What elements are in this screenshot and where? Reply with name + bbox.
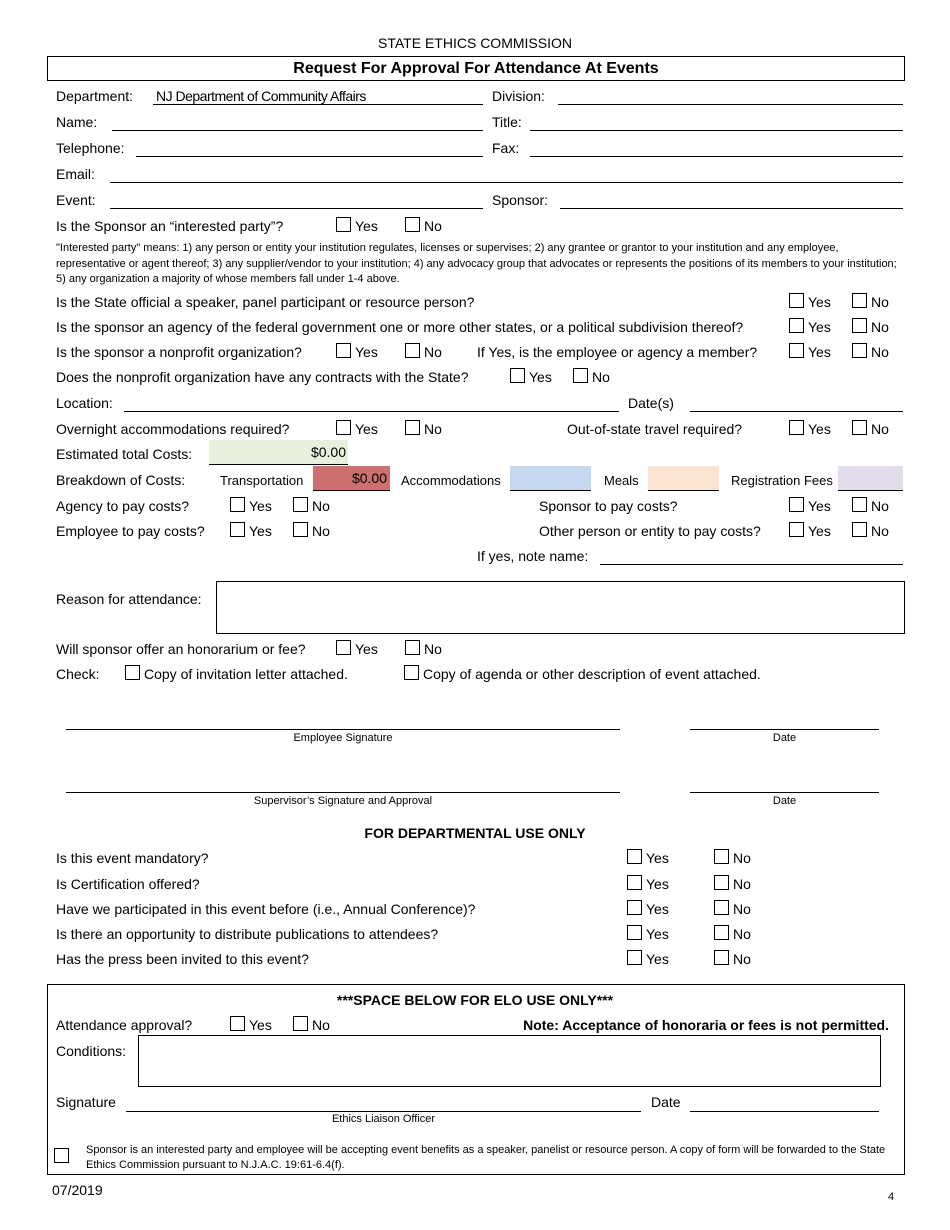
out-of-state-yes-checkbox[interactable] xyxy=(789,420,804,435)
dept-q3-yes-checkbox[interactable] xyxy=(627,900,642,915)
interested-party-confirm-checkbox[interactable] xyxy=(54,1148,69,1163)
revision-date: 07/2019 xyxy=(52,1182,103,1198)
contracts-yes-label: Yes xyxy=(529,369,552,385)
dept-q2-no-checkbox[interactable] xyxy=(714,875,729,890)
fax-label: Fax: xyxy=(492,140,520,156)
dates-label: Date(s) xyxy=(628,395,674,411)
agency-pay-no-label: No xyxy=(312,498,330,514)
breakdown-label: Breakdown of Costs: xyxy=(56,472,186,488)
employee-pay-yes-checkbox[interactable] xyxy=(230,522,245,537)
meals-field[interactable] xyxy=(648,466,719,491)
email-label: Email: xyxy=(56,166,95,182)
contracts-no-checkbox[interactable] xyxy=(573,368,588,383)
department-line xyxy=(153,104,483,105)
employee-signature-caption: Employee Signature xyxy=(293,732,393,744)
telephone-label: Telephone: xyxy=(56,140,125,156)
location-input[interactable] xyxy=(124,411,619,412)
elo-signature-line[interactable] xyxy=(126,1111,641,1112)
out-of-state-question: Out-of-state travel required? xyxy=(567,421,743,437)
contracts-yes-checkbox[interactable] xyxy=(510,368,525,383)
federal-agency-question: Is the sponsor an agency of the federal government one or more other states, or a political subdivision thereof? xyxy=(56,319,744,335)
honoraria-note: Note: Acceptance of honoraria or fees is not permitted. xyxy=(523,1017,889,1033)
out-of-state-no-label: No xyxy=(871,421,889,437)
speaker-yes-checkbox[interactable] xyxy=(789,293,804,308)
dept-q3-yes-label: Yes xyxy=(646,901,669,917)
member-no-checkbox[interactable] xyxy=(852,343,867,358)
transportation-field[interactable] xyxy=(313,466,390,491)
sponsor-label: Sponsor: xyxy=(492,192,549,208)
contracts-question: Does the nonprofit organization have any contracts with the State? xyxy=(56,369,469,385)
dept-q1: Is this event mandatory? xyxy=(56,850,209,866)
member-yes-label: Yes xyxy=(808,344,831,360)
event-label: Event: xyxy=(56,192,96,208)
dept-q1-no-label: No xyxy=(733,850,751,866)
dept-q4-yes-label: Yes xyxy=(646,926,669,942)
page-number: 4 xyxy=(888,1191,895,1203)
transportation-label: Transportation xyxy=(220,473,304,488)
form-title: Request For Approval For Attendance At Events xyxy=(293,60,659,77)
sponsor-pay-yes-checkbox[interactable] xyxy=(789,497,804,512)
division-input[interactable] xyxy=(558,104,903,105)
title-input[interactable] xyxy=(530,130,903,131)
nonprofit-yes-label: Yes xyxy=(355,344,378,360)
attendance-approval-label: Attendance approval? xyxy=(56,1017,193,1033)
employee-pay-yes-label: Yes xyxy=(249,523,272,539)
interested-party-question: Is the Sponsor an “interested party”? xyxy=(56,218,284,234)
employee-date-caption: Date xyxy=(772,732,797,744)
division-label: Division: xyxy=(492,88,545,104)
other-pay-no-checkbox[interactable] xyxy=(852,522,867,537)
agency-pay-yes-label: Yes xyxy=(249,498,272,514)
interested-party-definition: "Interested party" means: 1) any person or entity your institution regulates, licenses or supervises; 2) any grantee or grantor to your institution and any employee, representative or agent thereof; 3) any supplier/vendor to your institution; 4) any advocacy group that advocates or represents the positions of its members to your institution; 5) any organization a majority of whose members fall under 1-4 above. xyxy=(56,242,897,285)
interested-party-yes-label: Yes xyxy=(355,218,378,234)
overnight-no-label: No xyxy=(424,421,442,437)
agency-name: STATE ETHICS COMMISSION xyxy=(378,35,572,51)
agenda-checkbox[interactable] xyxy=(404,665,419,680)
other-pay-no-label: No xyxy=(871,523,889,539)
agency-pay-no-checkbox[interactable] xyxy=(293,497,308,512)
sponsor-pay-question: Sponsor to pay costs? xyxy=(539,498,678,514)
event-input[interactable] xyxy=(110,208,483,209)
accommodations-label: Accommodations xyxy=(401,473,501,488)
department-value[interactable]: NJ Department of Community Affairs xyxy=(156,88,366,104)
out-of-state-no-checkbox[interactable] xyxy=(852,420,867,435)
registration-field[interactable] xyxy=(838,466,903,491)
contracts-no-label: No xyxy=(592,369,610,385)
conditions-textarea[interactable] xyxy=(138,1035,881,1087)
elo-heading: ***SPACE BELOW FOR ELO USE ONLY*** xyxy=(336,992,614,1008)
attendance-yes-label: Yes xyxy=(249,1017,272,1033)
federal-yes-checkbox[interactable] xyxy=(789,318,804,333)
dept-q4: Is there an opportunity to distribute publications to attendees? xyxy=(56,926,439,942)
est-total-label: Estimated total Costs: xyxy=(56,446,193,462)
agenda-label: Copy of agenda or other description of event attached. xyxy=(423,666,761,682)
reason-textarea[interactable] xyxy=(216,581,905,634)
speaker-no-label: No xyxy=(871,294,889,310)
dept-q4-no-label: No xyxy=(733,926,751,942)
title-label: Title: xyxy=(492,114,522,130)
member-question: If Yes, is the employee or agency a member? xyxy=(477,344,758,360)
accommodations-field[interactable] xyxy=(510,466,591,491)
name-input[interactable] xyxy=(112,130,483,131)
federal-no-label: No xyxy=(871,319,889,335)
nonprofit-question: Is the sponsor a nonprofit organization? xyxy=(56,344,302,360)
supervisor-date-line[interactable] xyxy=(690,792,879,793)
honorarium-yes-checkbox[interactable] xyxy=(336,640,351,655)
honorarium-question: Will sponsor offer an honorarium or fee? xyxy=(56,641,306,657)
supervisor-signature-line[interactable] xyxy=(66,792,620,793)
dept-q2-no-label: No xyxy=(733,876,751,892)
est-total-value: $0.00 xyxy=(310,444,346,460)
overnight-yes-checkbox[interactable] xyxy=(336,420,351,435)
dept-q5-yes-label: Yes xyxy=(646,951,669,967)
agency-pay-question: Agency to pay costs? xyxy=(56,498,190,514)
elo-date-label: Date xyxy=(651,1094,681,1110)
attendance-yes-checkbox[interactable] xyxy=(230,1016,245,1031)
fax-input[interactable] xyxy=(530,156,903,157)
invitation-checkbox[interactable] xyxy=(125,665,140,680)
supervisor-date-caption: Date xyxy=(772,795,797,807)
overnight-no-checkbox[interactable] xyxy=(405,420,420,435)
employee-pay-no-label: No xyxy=(312,523,330,539)
overnight-question: Overnight accommodations required? xyxy=(56,421,290,437)
employee-pay-no-checkbox[interactable] xyxy=(293,522,308,537)
member-yes-checkbox[interactable] xyxy=(789,343,804,358)
dates-input[interactable] xyxy=(690,411,903,412)
dept-q3-no-label: No xyxy=(733,901,751,917)
dept-q2-yes-label: Yes xyxy=(646,876,669,892)
note-name-label: If yes, note name: xyxy=(477,548,589,564)
employee-signature-line[interactable] xyxy=(66,729,620,730)
dept-q4-yes-checkbox[interactable] xyxy=(627,925,642,940)
conditions-label: Conditions: xyxy=(56,1043,127,1059)
interested-party-confirm-text: Sponsor is an interested party and employee will be accepting event benefits as a speaker, panelist or resource person. A copy of form will be forwarded to the State Ethics Commission pursuant to N.J.A.C. 19:61-6.4(f). xyxy=(86,1144,886,1171)
supervisor-signature-caption: Supervisor’s Signature and Approval xyxy=(253,795,433,807)
speaker-question: Is the State official a speaker, panel participant or resource person? xyxy=(56,294,475,310)
registration-label: Registration Fees xyxy=(731,473,833,488)
honorarium-yes-label: Yes xyxy=(355,641,378,657)
federal-yes-label: Yes xyxy=(808,319,831,335)
transportation-value: $0.00 xyxy=(351,470,387,486)
department-label: Department: xyxy=(56,88,134,104)
speaker-yes-label: Yes xyxy=(808,294,831,310)
other-pay-question: Other person or entity to pay costs? xyxy=(539,523,761,539)
employee-pay-question: Employee to pay costs? xyxy=(56,523,205,539)
location-label: Location: xyxy=(56,395,113,411)
federal-no-checkbox[interactable] xyxy=(852,318,867,333)
dept-q3: Have we participated in this event before (i.e., Annual Conference)? xyxy=(56,901,476,917)
sponsor-pay-no-label: No xyxy=(871,498,889,514)
attendance-no-checkbox[interactable] xyxy=(293,1016,308,1031)
interested-party-no-label: No xyxy=(424,218,442,234)
interested-party-yes-checkbox[interactable] xyxy=(336,217,351,232)
dept-q1-no-checkbox[interactable] xyxy=(714,849,729,864)
sponsor-pay-no-checkbox[interactable] xyxy=(852,497,867,512)
employee-date-line[interactable] xyxy=(690,729,879,730)
nonprofit-no-checkbox[interactable] xyxy=(405,343,420,358)
honorarium-no-label: No xyxy=(424,641,442,657)
sponsor-input[interactable] xyxy=(560,208,903,209)
speaker-no-checkbox[interactable] xyxy=(852,293,867,308)
note-name-input[interactable] xyxy=(600,564,903,565)
reason-label: Reason for attendance: xyxy=(56,591,202,607)
member-no-label: No xyxy=(871,344,889,360)
est-total-field[interactable] xyxy=(209,440,348,465)
name-label: Name: xyxy=(56,114,98,130)
dept-q5-no-label: No xyxy=(733,951,751,967)
agency-pay-yes-checkbox[interactable] xyxy=(230,497,245,512)
dept-q5-no-checkbox[interactable] xyxy=(714,950,729,965)
attendance-no-label: No xyxy=(312,1017,330,1033)
elo-date-line[interactable] xyxy=(690,1111,879,1112)
dept-q1-yes-checkbox[interactable] xyxy=(627,849,642,864)
honorarium-no-checkbox[interactable] xyxy=(405,640,420,655)
interested-party-no-checkbox[interactable] xyxy=(405,217,420,232)
form-title-box xyxy=(47,56,905,81)
dept-q3-no-checkbox[interactable] xyxy=(714,900,729,915)
elo-officer-caption: Ethics Liaison Officer xyxy=(331,1113,436,1125)
nonprofit-yes-checkbox[interactable] xyxy=(336,343,351,358)
out-of-state-yes-label: Yes xyxy=(808,421,831,437)
dept-q5-yes-checkbox[interactable] xyxy=(627,950,642,965)
dept-q1-yes-label: Yes xyxy=(646,850,669,866)
dept-q2-yes-checkbox[interactable] xyxy=(627,875,642,890)
meals-label: Meals xyxy=(604,473,639,488)
dept-q5: Has the press been invited to this event? xyxy=(56,951,309,967)
email-input[interactable] xyxy=(110,182,903,183)
elo-signature-label: Signature xyxy=(56,1094,116,1110)
other-pay-yes-checkbox[interactable] xyxy=(789,522,804,537)
nonprofit-no-label: No xyxy=(424,344,442,360)
check-label: Check: xyxy=(56,666,100,682)
dept-q4-no-checkbox[interactable] xyxy=(714,925,729,940)
telephone-input[interactable] xyxy=(136,156,483,157)
dept-q2: Is Certification offered? xyxy=(56,876,200,892)
sponsor-pay-yes-label: Yes xyxy=(808,498,831,514)
invitation-label: Copy of invitation letter attached. xyxy=(144,666,348,682)
overnight-yes-label: Yes xyxy=(355,421,378,437)
dept-use-heading: FOR DEPARTMENTAL USE ONLY xyxy=(364,825,586,841)
other-pay-yes-label: Yes xyxy=(808,523,831,539)
